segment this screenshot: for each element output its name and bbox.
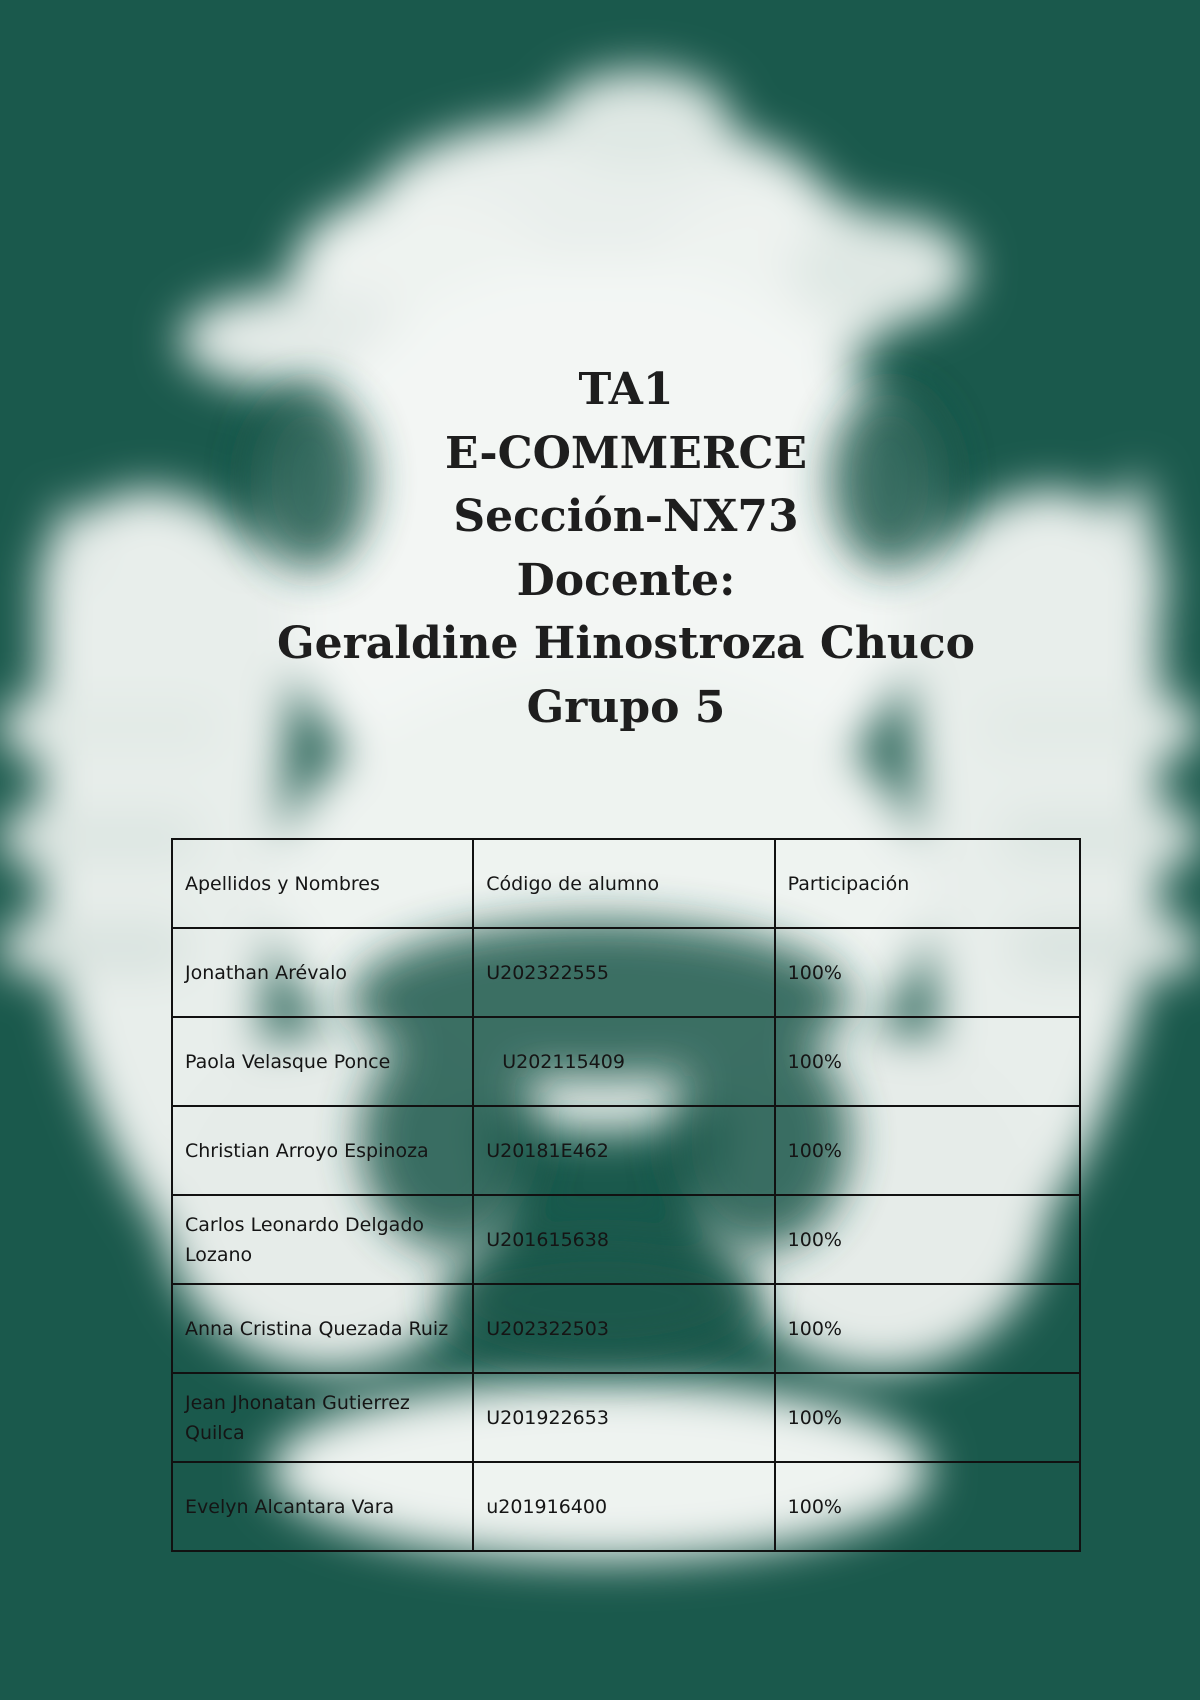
table-row <box>172 1106 1080 1195</box>
cell-code: U202115409 <box>473 1017 774 1106</box>
cell-code: U201615638 <box>473 1195 774 1284</box>
cell-name: Christian Arroyo Espinoza <box>172 1106 473 1195</box>
cell-code: U202322555 <box>473 928 774 1017</box>
cell-participation: 100% <box>775 1195 1080 1284</box>
table-row <box>172 1017 1080 1106</box>
members-table <box>171 838 1081 1552</box>
cell-participation: 100% <box>775 1373 1080 1462</box>
header-names: Apellidos y Nombres <box>172 839 473 928</box>
table-row <box>172 928 1080 1017</box>
cell-participation: 100% <box>775 928 1080 1017</box>
cell-name: Paola Velasque Ponce <box>172 1017 473 1106</box>
title-teacher-label: Docente: <box>516 554 736 606</box>
table-header-row <box>172 839 1080 928</box>
cell-code: U202322503 <box>473 1284 774 1373</box>
title-course: E-COMMERCE <box>444 427 808 479</box>
table-row <box>172 1284 1080 1373</box>
title-group: Grupo 5 <box>526 681 726 733</box>
table-row <box>172 1195 1080 1284</box>
cell-name: Carlos Leonardo Delgado Lozano <box>172 1195 473 1284</box>
title-teacher-name: Geraldine Hinostroza Chuco <box>277 618 975 669</box>
title-assignment: TA1 <box>578 364 674 415</box>
cell-code: U201922653 <box>473 1373 774 1462</box>
cell-participation: 100% <box>775 1017 1080 1106</box>
table-row <box>172 1462 1080 1551</box>
cell-name: Evelyn Alcantara Vara <box>172 1462 473 1551</box>
header-participation: Participación <box>775 839 1080 928</box>
cell-name: Jonathan Arévalo <box>172 928 473 1017</box>
header-student-code: Código de alumno <box>473 839 774 928</box>
table-row <box>172 1373 1080 1462</box>
cell-name: Anna Cristina Quezada Ruiz <box>172 1284 473 1373</box>
title-section: Sección-NX73 <box>453 491 799 542</box>
cover-title <box>0 358 1200 739</box>
cell-participation: 100% <box>775 1462 1080 1551</box>
cell-name: Jean Jhonatan Gutierrez Quilca <box>172 1373 473 1462</box>
cell-code: u201916400 <box>473 1462 774 1551</box>
cell-code: U20181E462 <box>473 1106 774 1195</box>
cell-participation: 100% <box>775 1106 1080 1195</box>
cell-participation: 100% <box>775 1284 1080 1373</box>
